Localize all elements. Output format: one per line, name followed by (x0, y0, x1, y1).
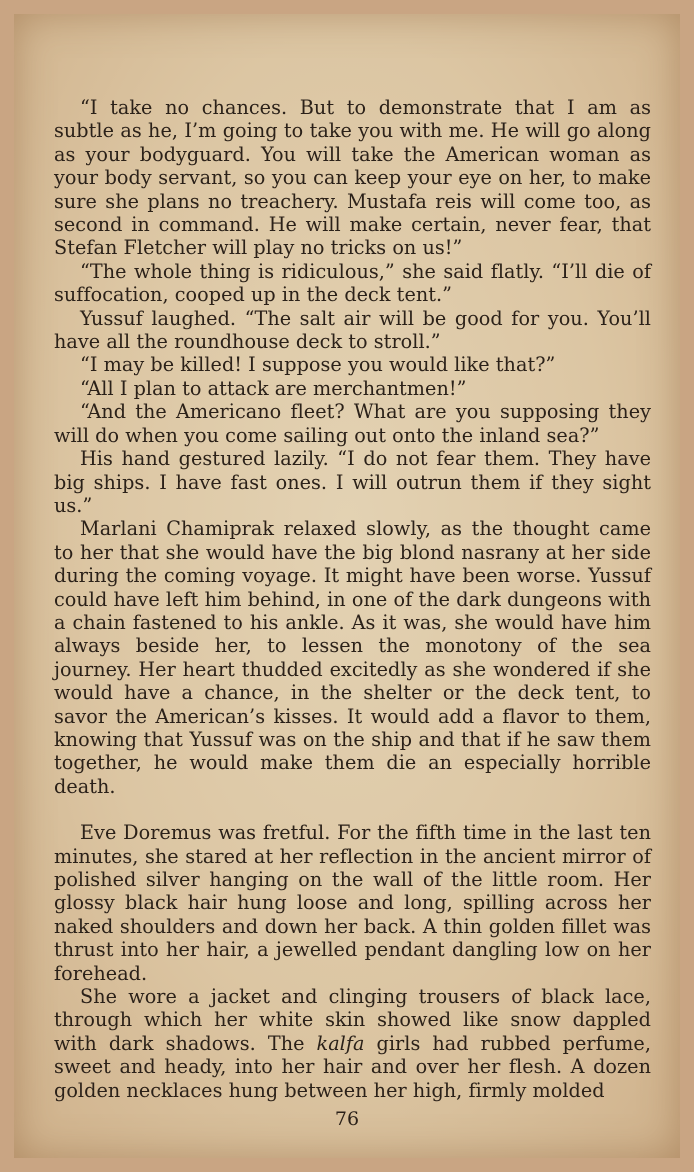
paragraph: Marlani Chamiprak relaxed slowly, as the thought came to her that she would have the big blond nasrany at her side during the coming voyage. It might have been worse. Yussuf could have left him behind, in one of the dark dungeons with a chain fastened to his ankle. As it was, she would have him always beside her, to lessen the monotony of the sea journey. Her heart thudded excitedly as she wondered if she would have a chance, in the shelter or the deck tent, to savor the American’s kisses. It would add a flavor to them, knowing that Yussuf was on the ship and that if he saw them together, he would make them die an especially horrible death. (54, 517, 651, 798)
italic-word: kalfa (316, 1031, 365, 1055)
page-number: 76 (334, 1108, 360, 1130)
paragraph: “I may be killed! I suppose you would like that?” (80, 353, 556, 377)
paragraph: Yussuf laughed. “The salt air will be good for you. You’ll have all the roundhouse deck to stroll.” (54, 306, 651, 354)
paragraph: “And the Americano fleet? What are you supposing they will do when you come sailing out onto the inland sea?” (54, 400, 651, 447)
paragraph-section-start: Eve Doremus was fretful. For the fifth time in the last ten minutes, she stared at her reflection in the ancient mirror of polished silver hanging on the wall of the little room. Her glossy black hair hung loose and long, spilling across her naked shoulders and down her back. A thin golden fillet was thrust into her hair, a jewelled pendant dangling low on her forehead. (54, 821, 651, 985)
page-text (54, 96, 651, 1102)
paragraph: “All I plan to attack are merchantmen!” (80, 376, 467, 400)
text-run: She wore a jacket and clinging trousers of black lace, through which her white skin showed like snow dappled with dark shadows. The (54, 985, 651, 1055)
paragraph-last (54, 985, 651, 1102)
paragraph: “The whole thing is ridiculous,” she said flatly. “I’ll die of suffocation, cooped up in the deck tent.” (54, 259, 651, 307)
text-run: girls had rubbed perfume, sweet and heady, into her hair and over her flesh. A dozen golden necklaces hung between her high, firmly molded (54, 1031, 651, 1102)
paragraph: “I take no chances. But to demonstrate that I am as subtle as he, I’m going to take you with me. He will go along as your bodyguard. You will take the American woman as your body servant, so you can keep your eye on her, to make sure she plans no treachery. Mustafa reis will come too, as second in command. He will make certain, never fear, that Stefan Fletcher will play no tricks on us!” (54, 96, 651, 260)
paragraph: His hand gestured lazily. “I do not fear them. They have big ships. I have fast ones. I will outrun them if they sight us.” (54, 447, 651, 517)
